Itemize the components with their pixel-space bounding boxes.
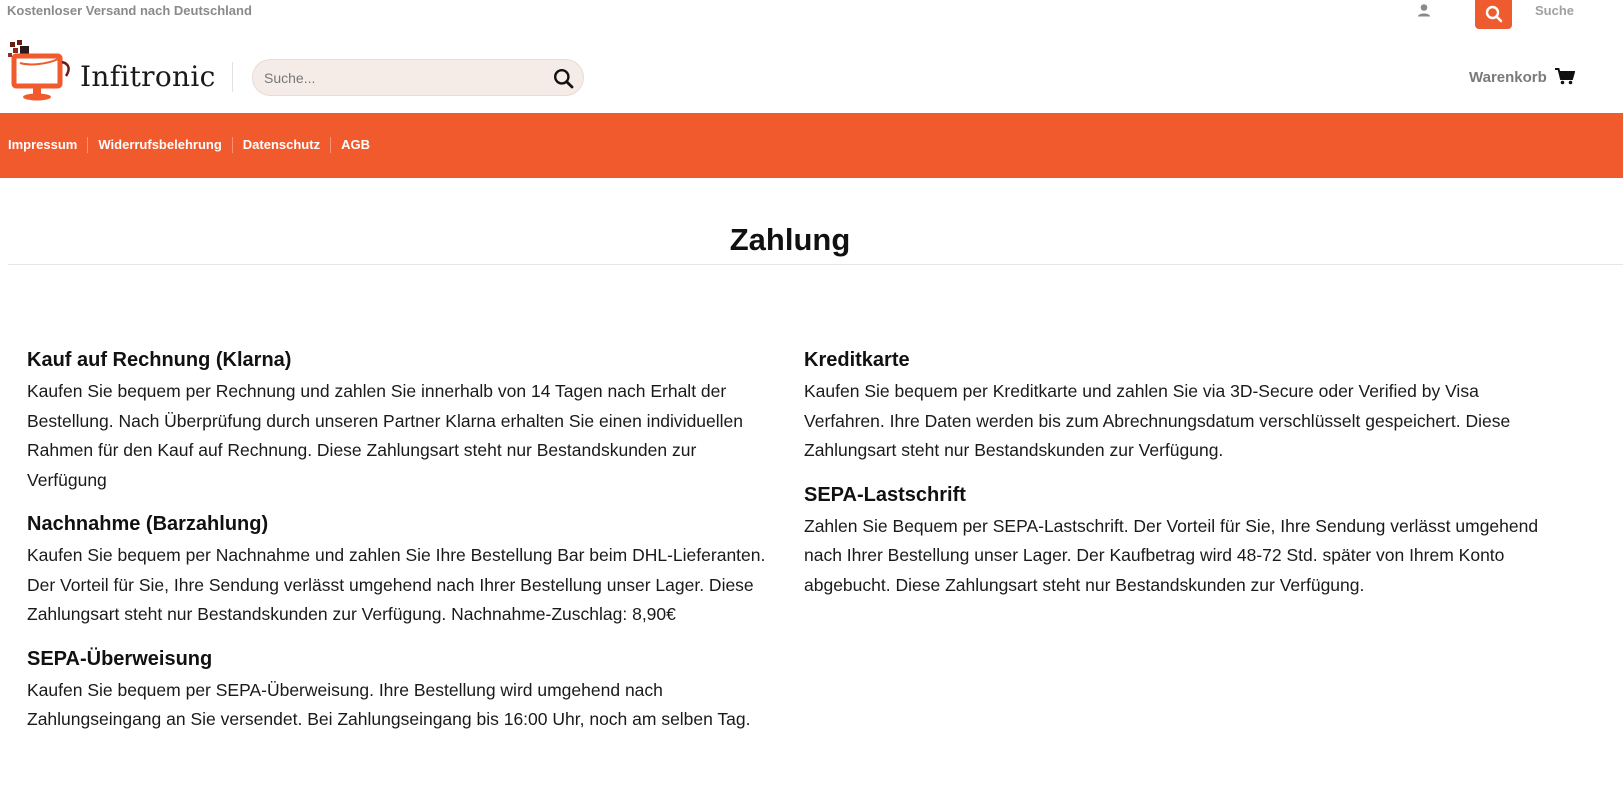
payment-method-title: Kreditkarte: [804, 349, 910, 371]
nav-list: [8, 137, 380, 153]
search-input[interactable]: [264, 67, 534, 89]
nav-item-datenschutz[interactable]: Datenschutz: [232, 137, 330, 153]
payment-column-right: [804, 347, 1552, 616]
payment-method-sepa-ueberweisung: [27, 646, 775, 735]
nav-item-widerrufsbelehrung[interactable]: Widerrufsbelehrung: [87, 137, 231, 153]
top-search-button[interactable]: [1475, 0, 1512, 29]
logo-text: Infitronic: [80, 60, 216, 93]
payment-method-title: SEPA-Lastschrift: [804, 483, 966, 506]
payment-column-left: [27, 347, 775, 751]
shipping-notice: Kostenloser Versand nach Deutschland: [7, 3, 252, 18]
search-icon[interactable]: [553, 68, 574, 89]
page-title: Zahlung: [729, 222, 851, 257]
payment-method-description: Kaufen Sie bequem per Kreditkarte und zahlen Sie via 3D-Secure oder Verified by Visa Verfahren. Ihre Daten werden bis zum Abrechnungsdatum verschlüsselt gespeichert. Diese Zahlungsart steht nur Bestandskunden zur Verfügung.: [804, 381, 1511, 460]
search-field[interactable]: [252, 59, 584, 96]
cart-label: Warenkorb: [1469, 69, 1547, 86]
payment-method-description: Kaufen Sie bequem per Rechnung und zahlen Sie innerhalb von 14 Tagen nach Erhalt der Bestellung. Nach Überprüfung durch unseren Partner Klarna erhalten Sie einen individuellen Rahmen für den Kauf auf Rechnung. Diese Zahlungsart steht nur Bestandskunden zur Verfügung: [27, 381, 744, 490]
payment-method-description: Kaufen Sie bequem per SEPA-Überweisung. Ihre Bestellung wird umgehend nach Zahlungseingang an Sie versendet. Bei Zahlungseingang bis 16:00 Uhr, noch am selben Tag.: [27, 679, 751, 729]
user-icon[interactable]: [1416, 3, 1432, 19]
payment-method-nachnahme: [27, 511, 775, 630]
payment-method-sepa-lastschrift: [804, 482, 1552, 601]
top-search-label[interactable]: Suche: [1535, 3, 1575, 18]
payment-method-kreditkarte: [804, 347, 1552, 466]
payment-method-title: Nachnahme (Barzahlung): [27, 513, 269, 535]
monitor-logo-icon: [8, 40, 74, 102]
payment-method-description: Kaufen Sie bequem per Nachnahme und zahlen Sie Ihre Bestellung Bar beim DHL-Lieferanten. Der Vorteil für Sie, Ihre Sendung verlässt umgehend nach Ihrer Bestellung unser Lager. Diese Zahlungsart steht nur Bestandskunden zur Verfügung. Nachnahme-Zuschlag: 8,90€: [27, 545, 766, 624]
nav-item-impressum[interactable]: Impressum: [8, 137, 78, 152]
nav-item-agb[interactable]: AGB: [330, 137, 380, 153]
main-nav: [0, 113, 1623, 178]
payment-method-title: Kauf auf Rechnung (Klarna): [27, 349, 292, 371]
cart-icon: [1555, 68, 1575, 85]
header-divider: [232, 62, 233, 92]
top-bar: [0, 0, 1623, 30]
site-logo[interactable]: [8, 40, 216, 102]
payment-method-description: Zahlen Sie Bequem per SEPA-Lastschrift. Der Vorteil für Sie, Ihre Sendung verlässt umgehend nach Ihrer Bestellung unser Lager. Der Kaufbetrag wird 48-72 Std. später von Ihrem Konto abgebucht. Diese Zahlungsart steht nur Bestandskunden zur Verfügung.: [804, 515, 1539, 595]
cart-link[interactable]: [1469, 68, 1575, 86]
title-divider: [8, 264, 1623, 265]
payment-method-klarna: [27, 347, 775, 495]
payment-method-title: SEPA-Überweisung: [27, 647, 213, 670]
site-header: [0, 30, 1623, 114]
search-icon: [1485, 5, 1503, 23]
